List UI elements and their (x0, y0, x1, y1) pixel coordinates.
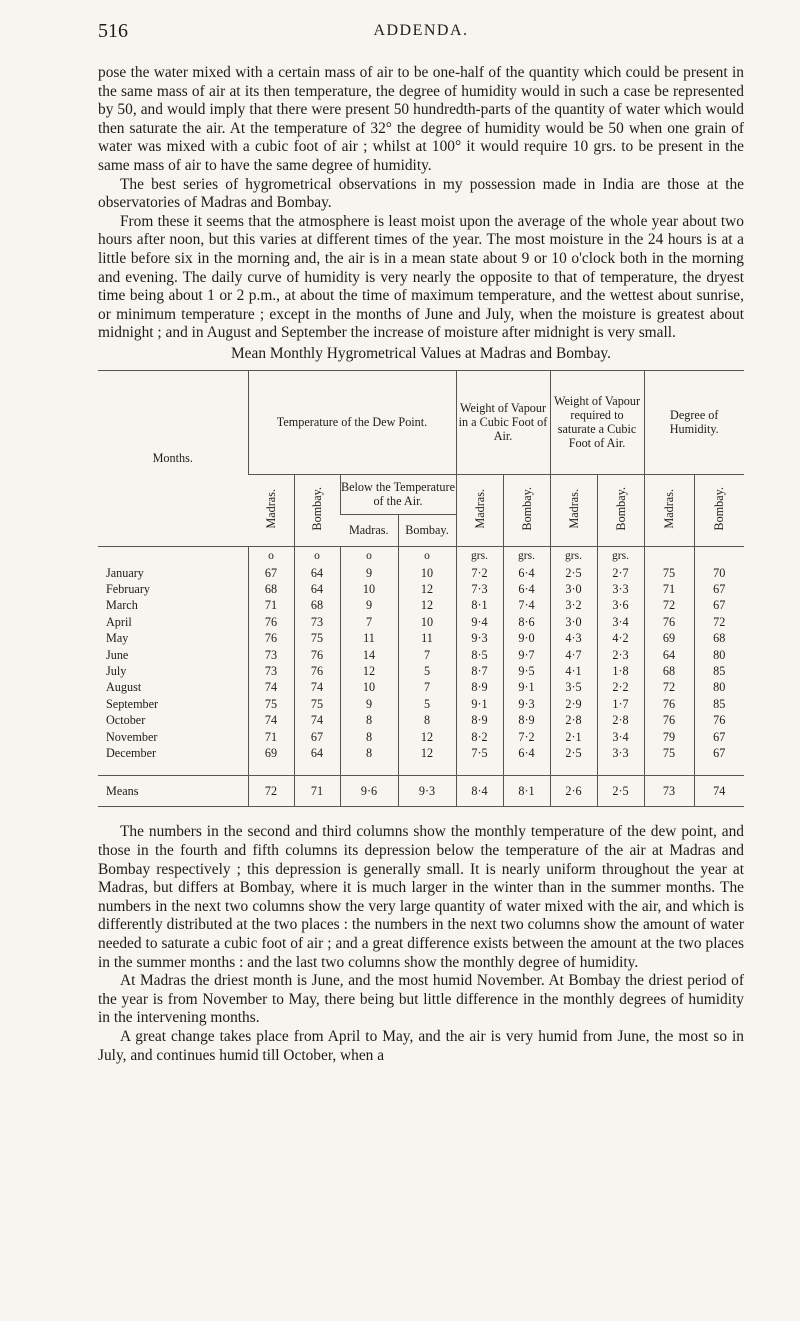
table-cell: 2·7 (597, 565, 644, 581)
table-cell: 64 (294, 565, 340, 581)
page-number: 516 (98, 20, 128, 42)
table-row (98, 630, 744, 646)
paragraph-5: At Madras the driest month is June, and the most humid November. At Bombay the driest period of the year is from November to May, there being but little difference in the monthly degrees of humidity in the intervening months. (98, 972, 744, 1027)
table-cell: 14 (340, 647, 398, 663)
table-cell: 5 (398, 663, 456, 679)
table-row (98, 679, 744, 695)
table-cell: 79 (644, 729, 694, 745)
table-cell: 76 (294, 647, 340, 663)
unit-cell: grs. (503, 546, 550, 565)
dew-point-header: Temperature of the Dew Point. (248, 370, 456, 474)
table-cell: 7 (340, 614, 398, 630)
unit-cell: grs. (456, 546, 503, 565)
means-cell: 8·1 (503, 776, 550, 807)
table-cell: 2·2 (597, 679, 644, 695)
table-cell: 85 (694, 696, 744, 712)
table-cell: 67 (248, 565, 294, 581)
paragraph-2: The best series of hygrometrical observations in my possession made in India are those at the observatories of Madras and Bombay. (98, 175, 744, 212)
table-row (98, 745, 744, 761)
table-cell: 73 (248, 663, 294, 679)
table-cell: 3·4 (597, 729, 644, 745)
table-cell: 7 (398, 679, 456, 695)
unit-cell: grs. (597, 546, 644, 565)
table-cell: 12 (340, 663, 398, 679)
table-cell: 9·3 (503, 696, 550, 712)
table-cell: 4·1 (550, 663, 597, 679)
table-cell: 71 (644, 581, 694, 597)
table-cell: 3·3 (597, 745, 644, 761)
means-cell: 2·6 (550, 776, 597, 807)
table-cell: 7·3 (456, 581, 503, 597)
table-cell: 75 (644, 745, 694, 761)
table-cell: 8·1 (456, 597, 503, 613)
table-cell: 8·7 (456, 663, 503, 679)
table-cell: 80 (694, 647, 744, 663)
table-cell: 64 (294, 745, 340, 761)
table-cell: 4·2 (597, 630, 644, 646)
month-label: April (106, 614, 132, 629)
means-cell: 9·6 (340, 776, 398, 807)
table-cell: 11 (340, 630, 398, 646)
table-cell: 68 (294, 597, 340, 613)
month-label: January (106, 565, 144, 580)
table-cell: 76 (694, 712, 744, 728)
table-cell: 12 (398, 597, 456, 613)
unit-cell (694, 546, 744, 565)
table-cell: 8·2 (456, 729, 503, 745)
month-label: December (106, 745, 157, 760)
table-cell: 75 (248, 696, 294, 712)
means-cell: 8·4 (456, 776, 503, 807)
table-cell: 67 (694, 729, 744, 745)
table-cell: 7·4 (503, 597, 550, 613)
table-row (98, 614, 744, 630)
table-cell: 9·7 (503, 647, 550, 663)
vapour-weight-header: Weight of Vapour in a Cubic Foot of Air. (456, 370, 550, 474)
table-cell: 80 (694, 679, 744, 695)
table-cell: 73 (248, 647, 294, 663)
means-cell: 73 (644, 776, 694, 807)
bombay-below-header: Bombay. (398, 514, 456, 546)
month-label: March (106, 598, 138, 613)
paragraph-1: pose the water mixed with a certain mass of air to be one-half of the quantity which could be present in the same mass of air at its then temperature, the degree of humidity would in such a case be represented by 50, and would imply that there were present 50 hundredth-parts of the quantity of water which would then saturate the air. At the temperature of 32° the degree of humidity would be 50 when one grain of water was mixed with a cubic foot of air ; whilst at 100° it would require 10 grs. to be present in the same mass of air to have the same degree of humidity. (98, 64, 744, 174)
table-cell: 2·8 (597, 712, 644, 728)
table-row (98, 696, 744, 712)
madras-below-header: Madras. (340, 514, 398, 546)
table-cell: 67 (294, 729, 340, 745)
table-cell: 71 (248, 729, 294, 745)
table-cell: 72 (694, 614, 744, 630)
table-cell: 76 (644, 712, 694, 728)
table-cell: 3·0 (550, 614, 597, 630)
bombay-vapour-header: Bombay. (503, 474, 550, 546)
table-cell: 73 (294, 614, 340, 630)
table-cell: 3·6 (597, 597, 644, 613)
table-cell: 69 (644, 630, 694, 646)
table-cell: 9·1 (503, 679, 550, 695)
month-label: August (106, 680, 142, 695)
table-cell: 9·4 (456, 614, 503, 630)
table-cell: 10 (398, 614, 456, 630)
bombay-required-header: Bombay. (597, 474, 644, 546)
table-cell: 1·7 (597, 696, 644, 712)
month-label: February (106, 581, 150, 596)
bombay-humidity-header: Bombay. (694, 474, 744, 546)
table-row (98, 647, 744, 663)
bombay-dew-header: Bombay. (294, 474, 340, 546)
table-cell: 8 (340, 745, 398, 761)
table-cell: 2·1 (550, 729, 597, 745)
madras-dew-header: Madras. (248, 474, 294, 546)
month-label: June (106, 647, 129, 662)
text-after-table (98, 823, 744, 1065)
table-cell: 6·4 (503, 565, 550, 581)
means-cell: 72 (248, 776, 294, 807)
table-cell: 85 (694, 663, 744, 679)
units-row (98, 546, 744, 565)
table-cell: 69 (248, 745, 294, 761)
table-cell: 72 (644, 679, 694, 695)
table-cell: 7·5 (456, 745, 503, 761)
paragraph-6: A great change takes place from April to May, and the air is very humid from June, the most so in July, and continues humid till October, when a (98, 1027, 744, 1064)
table-cell: 9·1 (456, 696, 503, 712)
table-row (98, 565, 744, 581)
vapour-required-header: Weight of Vapour required to saturate a Cubic Foot of Air. (550, 370, 644, 474)
table-cell: 9·5 (503, 663, 550, 679)
table-row (98, 663, 744, 679)
table-cell: 8·5 (456, 647, 503, 663)
table-cell: 10 (340, 679, 398, 695)
unit-cell: o (294, 546, 340, 565)
table-cell: 3·5 (550, 679, 597, 695)
table-cell: 9 (340, 565, 398, 581)
table-cell: 76 (644, 696, 694, 712)
table-cell: 8·6 (503, 614, 550, 630)
table-cell: 74 (294, 712, 340, 728)
running-title: ADDENDA. (373, 22, 469, 39)
table-cell: 72 (644, 597, 694, 613)
paragraph-3: From these it seems that the atmosphere is least moist upon the average of the whole year about two hours after noon, but this varies at different times of the year. The most moisture in the 24 hours is at a little before six in the morning and, the air is in a mean state about 9 or 10 o'clock both in the morning and evening. The daily curve of humidity is very nearly the opposite to that of temperature, the dryest time being about 1 or 2 p.m., at about the time of maximum temperature, and the wettest about sunrise, or minimum temperature ; except in the months of June and July, when the moisture is greatest about midnight ; and in August and September the increase of moisture after midnight is very small. (98, 212, 744, 342)
means-cell: 71 (294, 776, 340, 807)
table-cell: 3·0 (550, 581, 597, 597)
table-cell: 67 (694, 581, 744, 597)
table-row (98, 712, 744, 728)
units-empty-cell (98, 546, 248, 565)
table-cell: 67 (694, 597, 744, 613)
table-cell: 8 (340, 729, 398, 745)
table-cell: 10 (340, 581, 398, 597)
table-cell: 76 (248, 614, 294, 630)
table-cell: 7·2 (503, 729, 550, 745)
madras-vapour-header: Madras. (456, 474, 503, 546)
means-cell: 74 (694, 776, 744, 807)
table-cell: 74 (248, 712, 294, 728)
months-header: Months. (98, 370, 248, 546)
table-cell: 76 (248, 630, 294, 646)
month-label: September (106, 696, 159, 711)
unit-cell: o (248, 546, 294, 565)
table-cell: 76 (294, 663, 340, 679)
table-cell: 7 (398, 647, 456, 663)
table-cell: 2·5 (550, 745, 597, 761)
madras-required-header: Madras. (550, 474, 597, 546)
table-cell: 64 (644, 647, 694, 663)
table-cell: 3·2 (550, 597, 597, 613)
table-cell: 6·4 (503, 581, 550, 597)
table-cell: 8 (340, 712, 398, 728)
table-cell: 68 (694, 630, 744, 646)
table-cell: 64 (294, 581, 340, 597)
unit-cell (644, 546, 694, 565)
table-cell: 75 (294, 630, 340, 646)
table-cell: 4·7 (550, 647, 597, 663)
table-cell: 9·0 (503, 630, 550, 646)
table-cell: 70 (694, 565, 744, 581)
table-row (98, 729, 744, 745)
table-cell: 8·9 (503, 712, 550, 728)
table-row (98, 581, 744, 597)
table-cell: 5 (398, 696, 456, 712)
unit-cell: grs. (550, 546, 597, 565)
humidity-header: Degree of Humidity. (644, 370, 744, 474)
paragraph-4: The numbers in the second and third columns show the monthly temperature of the dew point, and those in the fourth and fifth columns its depression below the temperature of the air at Madras and Bombay respectively ; this depression is generally small. It is nearly uniform throughout the year at Madras, but differs at Bombay, where it is much larger in the winter than in the summer months. The numbers in the next two columns show the very large quantity of water mixed with the air, and which is differently distributed at the two places : the numbers in the next two columns show the amount of water needed to saturate a cubic foot of air ; and a great difference exists between the amount at the two places in the summer months : and the last two columns show the monthly degree of humidity. (98, 823, 744, 971)
table-cell: 76 (644, 614, 694, 630)
table-cell: 11 (398, 630, 456, 646)
below-temperature-header: Below the Temperature of the Air. (340, 474, 456, 514)
table-cell: 71 (248, 597, 294, 613)
table-cell: 3·4 (597, 614, 644, 630)
spacer-row (98, 761, 744, 776)
table-row (98, 597, 744, 613)
month-label: October (106, 713, 146, 728)
table-cell: 68 (644, 663, 694, 679)
means-cell: 2·5 (597, 776, 644, 807)
table-cell: 2·9 (550, 696, 597, 712)
table-cell: 9·3 (456, 630, 503, 646)
month-label: November (106, 729, 158, 744)
month-label: July (106, 663, 127, 678)
table-cell: 2·8 (550, 712, 597, 728)
table-cell: 1·8 (597, 663, 644, 679)
table-cell: 8·9 (456, 679, 503, 695)
table-cell: 3·3 (597, 581, 644, 597)
table-cell: 2·3 (597, 647, 644, 663)
hygrometrical-table (98, 370, 744, 808)
book-page (98, 0, 744, 1065)
unit-cell: o (398, 546, 456, 565)
table-cell: 74 (248, 679, 294, 695)
means-label: Means (98, 776, 248, 807)
table-cell: 9 (340, 696, 398, 712)
unit-cell: o (340, 546, 398, 565)
table-cell: 6·4 (503, 745, 550, 761)
table-cell: 74 (294, 679, 340, 695)
table-cell: 10 (398, 565, 456, 581)
table-cell: 7·2 (456, 565, 503, 581)
table-cell: 2·5 (550, 565, 597, 581)
table-cell: 9 (340, 597, 398, 613)
table-caption: Mean Monthly Hygrometrical Values at Madras and Bombay. (231, 344, 611, 362)
means-cell: 9·3 (398, 776, 456, 807)
table-cell: 75 (294, 696, 340, 712)
table-cell: 8·9 (456, 712, 503, 728)
table-cell: 12 (398, 581, 456, 597)
table-cell: 75 (644, 565, 694, 581)
table-cell: 12 (398, 745, 456, 761)
table-cell: 12 (398, 729, 456, 745)
table-cell: 8 (398, 712, 456, 728)
madras-humidity-header: Madras. (644, 474, 694, 546)
table-cell: 4·3 (550, 630, 597, 646)
means-row (98, 776, 744, 807)
running-head (98, 20, 744, 64)
month-label: May (106, 631, 129, 646)
table-cell: 68 (248, 581, 294, 597)
table-cell: 67 (694, 745, 744, 761)
